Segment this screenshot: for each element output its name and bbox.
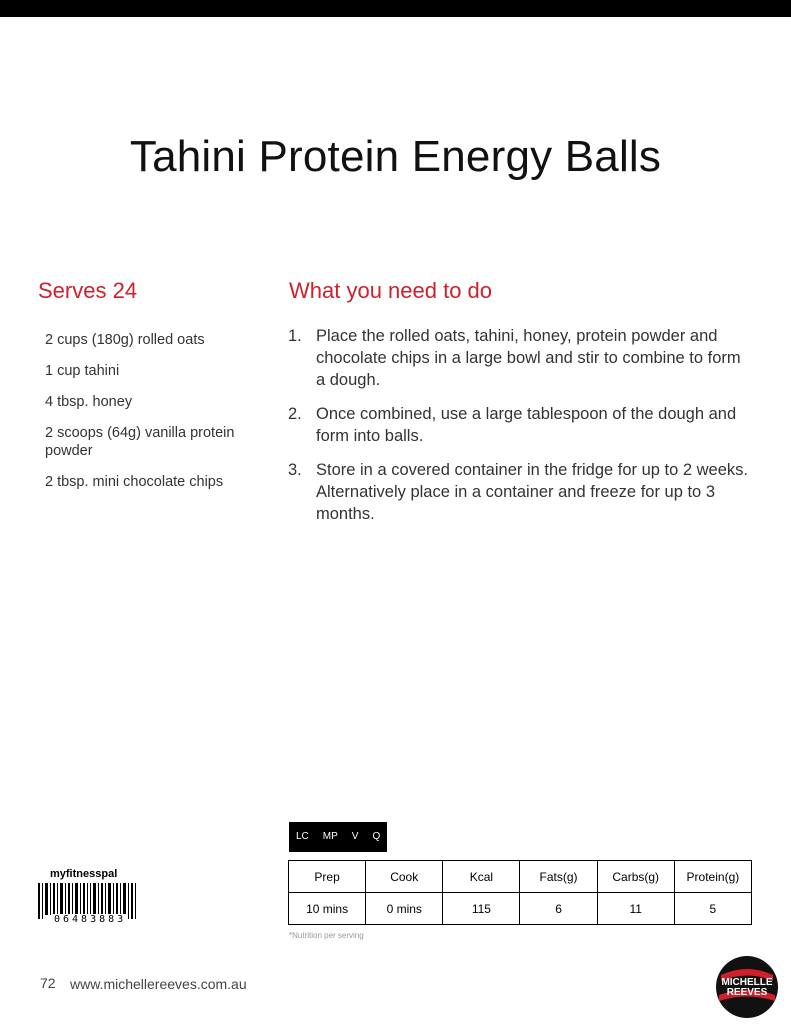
serves-heading: Serves 24 (38, 278, 138, 303)
ingredient-list (45, 331, 270, 504)
nutrition-table (288, 860, 752, 925)
nutrition-value: 10 mins (289, 893, 366, 925)
nutrition-header: Protein(g) (674, 861, 751, 893)
nutrition-header: Prep (289, 861, 366, 893)
nutrition-value: 0 mins (366, 893, 443, 925)
top-bar (0, 0, 791, 17)
table-row (289, 893, 752, 925)
method-heading: What you need to do (289, 278, 493, 303)
method-step (288, 403, 753, 447)
logo-line-1: MICHELLE (721, 977, 773, 988)
nutrition-footnote: *Nutrition per serving (289, 931, 364, 940)
nutrition-value: 115 (443, 893, 520, 925)
nutrition-header: Cook (366, 861, 443, 893)
method-steps (288, 325, 753, 537)
ingredient-item: 1 cup tahini (45, 363, 120, 379)
step-text: Store in a covered container in the fridge for up to 2 weeks. Alternatively place in a container and freeze for up to 3 months. (316, 461, 748, 523)
step-number: 2. (288, 405, 302, 423)
nutrition-value: 6 (520, 893, 597, 925)
step-text: Once combined, use a large tablespoon of the dough and form into balls. (316, 405, 737, 445)
nutrition-value: 11 (597, 893, 674, 925)
nutrition-header: Carbs(g) (597, 861, 674, 893)
method-step (288, 459, 753, 525)
step-text: Place the rolled oats, tahini, honey, protein powder and chocolate chips in a large bowl and stir to combine to form a dough. (316, 327, 741, 389)
step-number: 1. (288, 327, 302, 345)
step-number: 3. (288, 461, 302, 479)
ingredient-item: 2 scoops (64g) vanilla protein powder (45, 425, 235, 459)
tag-quick: Q (372, 831, 381, 842)
method-step (288, 325, 753, 391)
table-header-row (289, 861, 752, 893)
nutrition-header: Kcal (443, 861, 520, 893)
logo-line-2: REEVES (726, 987, 768, 998)
tag-meal-prep: MP (322, 831, 338, 842)
tag-low-carb: LC (296, 831, 309, 842)
nutrition-value: 5 (674, 893, 751, 925)
diet-tags (289, 822, 387, 852)
page-title: Tahini Protein Energy Balls (129, 132, 662, 181)
ingredient-item: 2 tbsp. mini chocolate chips (45, 474, 224, 490)
tag-vegetarian: V (351, 831, 359, 842)
barcode-number: 06483883 (54, 914, 127, 925)
ingredient-item: 2 cups (180g) rolled oats (45, 332, 205, 348)
page-number: 72 (40, 975, 56, 991)
website-link[interactable]: www.michellereeves.com.au (70, 976, 247, 992)
myfitnesspal-label: myfitnesspal (50, 868, 118, 880)
nutrition-header: Fats(g) (520, 861, 597, 893)
ingredient-item: 4 tbsp. honey (45, 394, 133, 410)
